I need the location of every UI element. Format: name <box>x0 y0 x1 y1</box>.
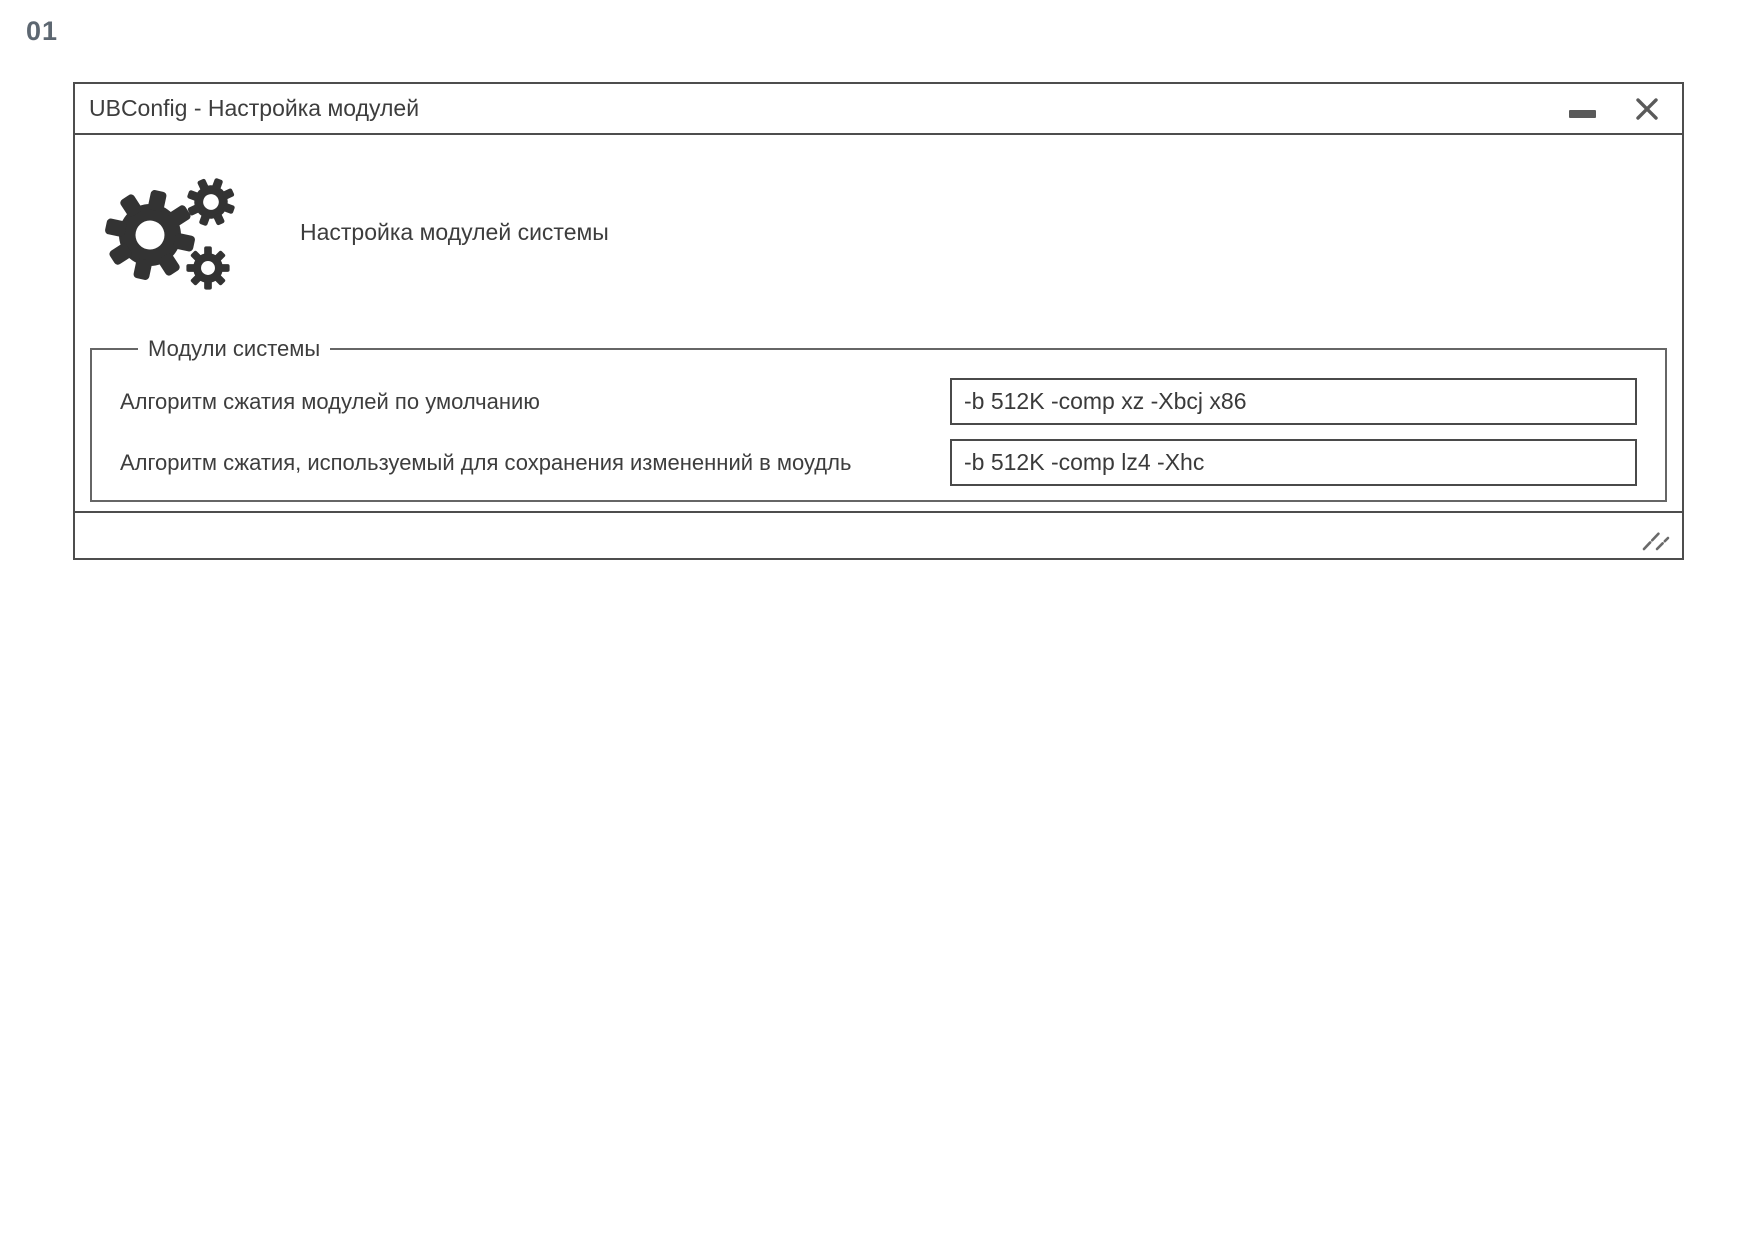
minimize-button[interactable] <box>1565 96 1600 122</box>
modules-group <box>90 336 1667 502</box>
app-window <box>73 82 1684 560</box>
default-compression-input[interactable] <box>950 378 1637 425</box>
form-row-default-compression <box>120 378 1637 425</box>
header-row <box>75 135 1682 300</box>
default-compression-label: Алгоритм сжатия модулей по умолчанию <box>120 388 540 414</box>
page-title: Настройка модулей системы <box>300 219 609 245</box>
gears-icon <box>102 165 242 300</box>
title-bar <box>75 84 1682 135</box>
window-controls <box>1565 92 1664 126</box>
close-icon <box>1634 96 1660 122</box>
modules-group-legend: Модули системы <box>148 336 321 361</box>
resize-grip-icon[interactable] <box>1640 528 1672 552</box>
window-title: UBConfig - Настройка модулей <box>89 95 420 121</box>
window-content <box>75 135 1682 511</box>
form-row-save-compression <box>120 439 1637 486</box>
save-compression-input[interactable] <box>950 439 1637 486</box>
save-compression-label: Алгоритм сжатия, используемый для сохранения измененний в моудль <box>120 449 852 475</box>
minimize-icon <box>1569 110 1596 118</box>
page-number-label: 01 <box>26 16 59 46</box>
status-bar <box>75 511 1682 558</box>
close-button[interactable] <box>1630 92 1664 126</box>
